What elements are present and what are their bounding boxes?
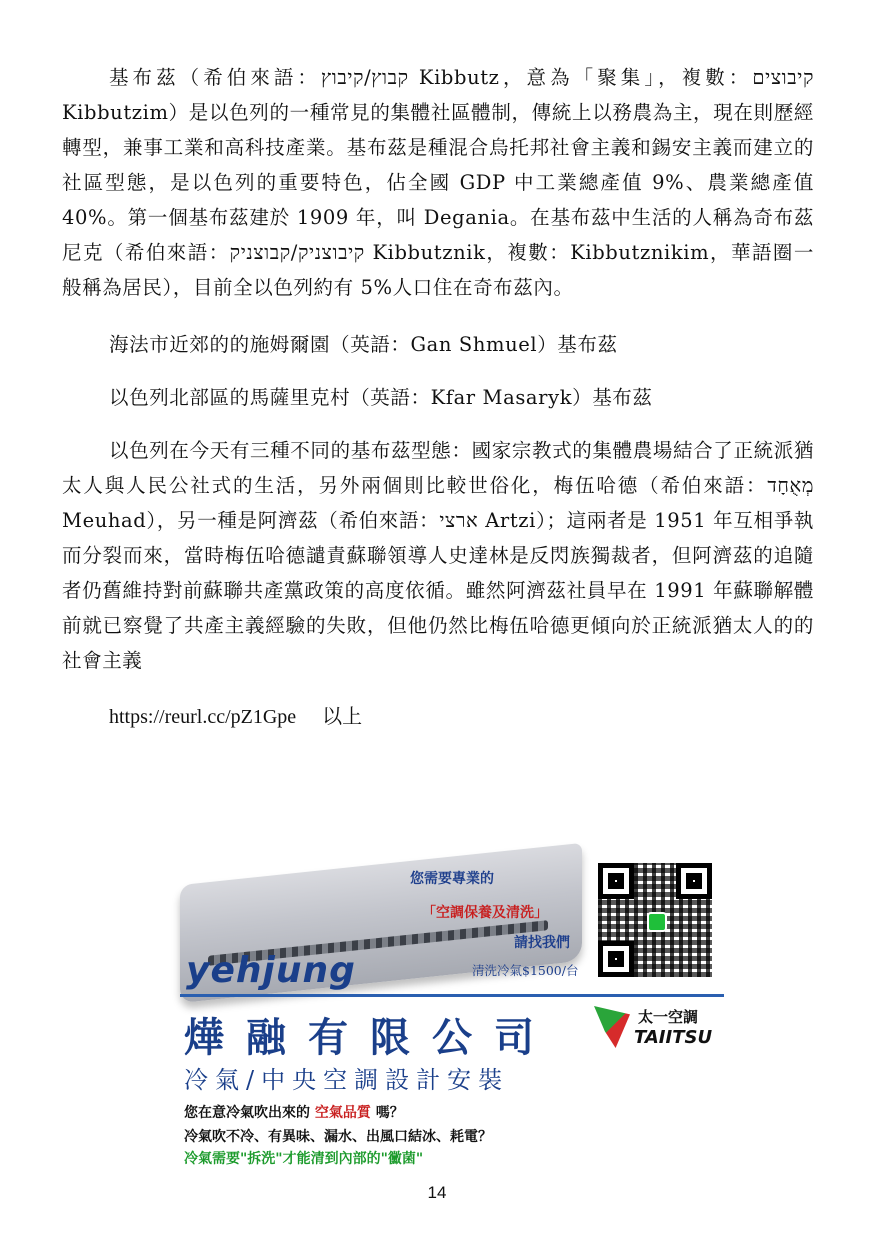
paragraph-kibbutz-types: 以色列在今天有三種不同的基布茲型態：國家宗教式的集體農場結合了正統派猶太人與人民公社式的生活，另外兩個則比較世俗化，梅伍哈德（希伯來語：מְאֻחָד Meuhad），另一種是阿濟茲（希伯來語：ארצי Artzi）；這兩者是 1951 年互相爭執而分裂而來，當時梅伍哈德譴責蘇聯領導人史達林是反閃族獨裁者，但阿濟茲的追隨者仍舊維持對前蘇聯共產黨政策的高度依循。雖然阿濟茲社員早在 1991 年蘇聯解體前就已察覺了共產主義經驗的失敗，但他仍然比梅伍哈德更傾向於正統派猶太人的的社會主義: [62, 439, 814, 672]
ad-slogan-1: 您需要專業的: [410, 871, 494, 887]
company-service: 冷氣/中央空調設計安裝: [184, 1066, 510, 1094]
ad-price: 清洗冷氣$1500/台: [472, 963, 579, 978]
qr-finder-icon: [598, 941, 634, 977]
partner-name-zh: 太一空調: [638, 1008, 699, 1026]
ad-slogan-2: 「空調保養及清洗」: [422, 905, 548, 921]
company-name: 燁融有限公司: [184, 1014, 556, 1061]
brand-divider: [180, 994, 724, 997]
qr-finder-icon: [676, 863, 712, 899]
qr-finder-icon: [598, 863, 634, 899]
source-line: [109, 700, 814, 729]
taiitsu-logo: [594, 1006, 724, 1056]
page-number: 14: [427, 1183, 447, 1202]
closing-text: 以上: [322, 704, 363, 728]
taiitsu-logo-icon: [594, 1006, 630, 1048]
partner-name-en: TAIITSU: [634, 1027, 713, 1048]
caption-kfar-masaryk: 以色列北部區的馬薩里克村（英語：Kfar Masaryk）基布茲: [109, 386, 653, 409]
ad-question-1: [184, 1102, 404, 1122]
line-app-icon: [647, 912, 667, 932]
ad-question-1-suffix: 嗎？: [375, 1105, 404, 1121]
ad-question-2: 冷氣吹不冷、有異味、漏水、出風口結冰、耗電？: [184, 1129, 492, 1145]
paragraph-kibbutz-intro: 基布茲（希伯來語：קבוץ/קיבוץ Kibbutz，意為「聚集」，複數：קיבוצים Kibbutzim）是以色列的一種常見的集體社區體制，傳統上以務農為主，現在則歷經轉型，兼事工業和高科技產業。基布茲是種混合烏托邦社會主義和錫安主義而建立的社區型態，是以色列的重要特色，佔全國 GDP 中工業總產值 9%、農業總產值 40%。第一個基布茲建於 1909 年，叫 Degania。在基布茲中生活的人稱為奇布茲尼克（希伯來語：קיבוצניק/קבוצניק Kibbutznik，複數：Kibbutznikim，華語圈一般稱為居民），目前全以色列約有 5%人口住在奇布茲內。: [62, 66, 814, 299]
caption-gan-shmuel: 海法市近郊的的施姆爾園（英語：Gan Shmuel）基布茲: [109, 333, 618, 356]
source-url-link[interactable]: https://reurl.cc/pZ1Gpe: [109, 706, 297, 728]
article-body: [62, 60, 814, 729]
ad-question-1-highlight: 空氣品質: [314, 1105, 371, 1121]
qr-code-icon[interactable]: [598, 863, 712, 977]
ad-question-1-prefix: 您在意冷氣吹出來的: [184, 1105, 310, 1121]
advertisement-banner: [178, 858, 724, 1168]
ad-question-3: 冷氣需要"拆洗"才能清到內部的"黴菌": [184, 1151, 424, 1167]
brand-wordmark: yehjung: [186, 950, 356, 991]
ad-slogan-3: 請找我們: [514, 935, 570, 951]
